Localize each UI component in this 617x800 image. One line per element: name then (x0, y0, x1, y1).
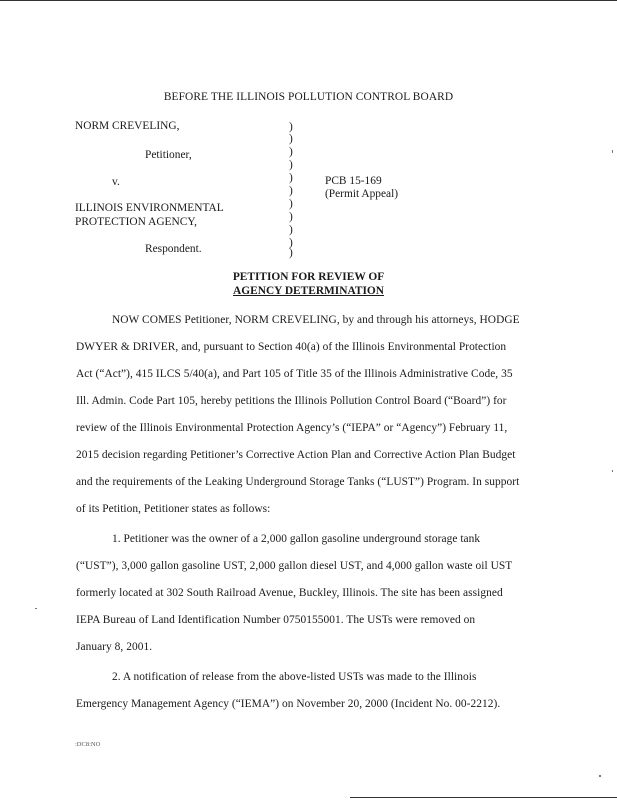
intro-line: 2015 decision regarding Petitioner’s Corrective Action Plan and Corrective Action Plan Budget (76, 449, 516, 461)
caption-paren: ) (289, 185, 293, 197)
caption-paren: ) (289, 146, 293, 158)
versus: v. (112, 176, 120, 188)
intro-line: and the requirements of the Leaking Underground Storage Tanks (“LUST”) Program. In support (76, 476, 520, 488)
scan-edge-top (0, 0, 617, 1)
caption-paren: ) (289, 198, 293, 210)
intro-line: NOW COMES Petitioner, NORM CREVELING, by and through his attorneys, HODGE (112, 314, 520, 326)
caption-paren: ) (289, 224, 293, 236)
paragraph-1-line: January 8, 2001. (76, 641, 153, 653)
footer-code: :DC8:NO (75, 741, 101, 748)
paragraph-1-line: IEPA Bureau of Land Identification Number 0750155001. The USTs were removed on (76, 614, 476, 626)
caption-paren: ) (289, 237, 293, 249)
intro-line: Act (“Act”), 415 ILCS 5/40(a), and Part 105 of Title 35 of the Illinois Administrative Code, 35 (76, 368, 513, 380)
paragraph-1-line: 1. Petitioner was the owner of a 2,000 gallon gasoline underground storage tank (112, 533, 481, 545)
caption-paren: ) (289, 133, 293, 145)
scan-speck (612, 150, 613, 153)
caption-paren: ) (289, 211, 293, 223)
scan-speck (599, 775, 601, 777)
document-heading-line1: PETITION FOR REVIEW OF (232, 271, 385, 283)
court-title: BEFORE THE ILLINOIS POLLUTION CONTROL BOARD (163, 91, 454, 103)
case-number: PCB 15-169 (325, 175, 382, 187)
petitioner-role: Petitioner, (145, 149, 192, 161)
scan-edge-bottom (350, 797, 617, 798)
intro-line: Ill. Admin. Code Part 105, hereby petitions the Illinois Pollution Control Board (“Board”) for (76, 395, 507, 407)
petitioner-name: NORM CREVELING, (75, 120, 180, 132)
case-type: (Permit Appeal) (325, 188, 399, 200)
paragraph-2-line: 2. A notification of release from the above-listed USTs was made to the Illinois (112, 671, 477, 683)
caption-paren: ) (289, 121, 293, 133)
paragraph-1-line: formerly located at 302 South Railroad Avenue, Buckley, Illinois. The site has been assigned (76, 587, 503, 599)
respondent-name-line1: ILLINOIS ENVIRONMENTAL (75, 202, 224, 214)
paragraph-1-line: (“UST”), 3,000 gallon gasoline UST, 2,000 gallon diesel UST, and 4,000 gallon waste oil UST (76, 560, 513, 572)
document-heading-line2: AGENCY DETERMINATION (233, 285, 384, 297)
intro-line: review of the Illinois Environmental Protection Agency’s (“IEPA” or “Agency”) February 11, (76, 422, 508, 434)
caption-paren: ) (289, 172, 293, 184)
respondent-name-line2: PROTECTION AGENCY, (75, 216, 197, 228)
intro-line: of its Petition, Petitioner states as follows: (76, 503, 271, 515)
caption-paren: ) (289, 247, 293, 259)
scan-speck (612, 470, 613, 472)
scan-speck (35, 608, 37, 609)
paragraph-2-line: Emergency Management Agency (“IEMA”) on November 20, 2000 (Incident No. 00-2212). (76, 698, 501, 710)
respondent-role: Respondent. (145, 243, 202, 255)
caption-paren: ) (289, 159, 293, 171)
intro-line: DWYER & DRIVER, and, pursuant to Section 40(a) of the Illinois Environmental Protection (76, 341, 507, 353)
